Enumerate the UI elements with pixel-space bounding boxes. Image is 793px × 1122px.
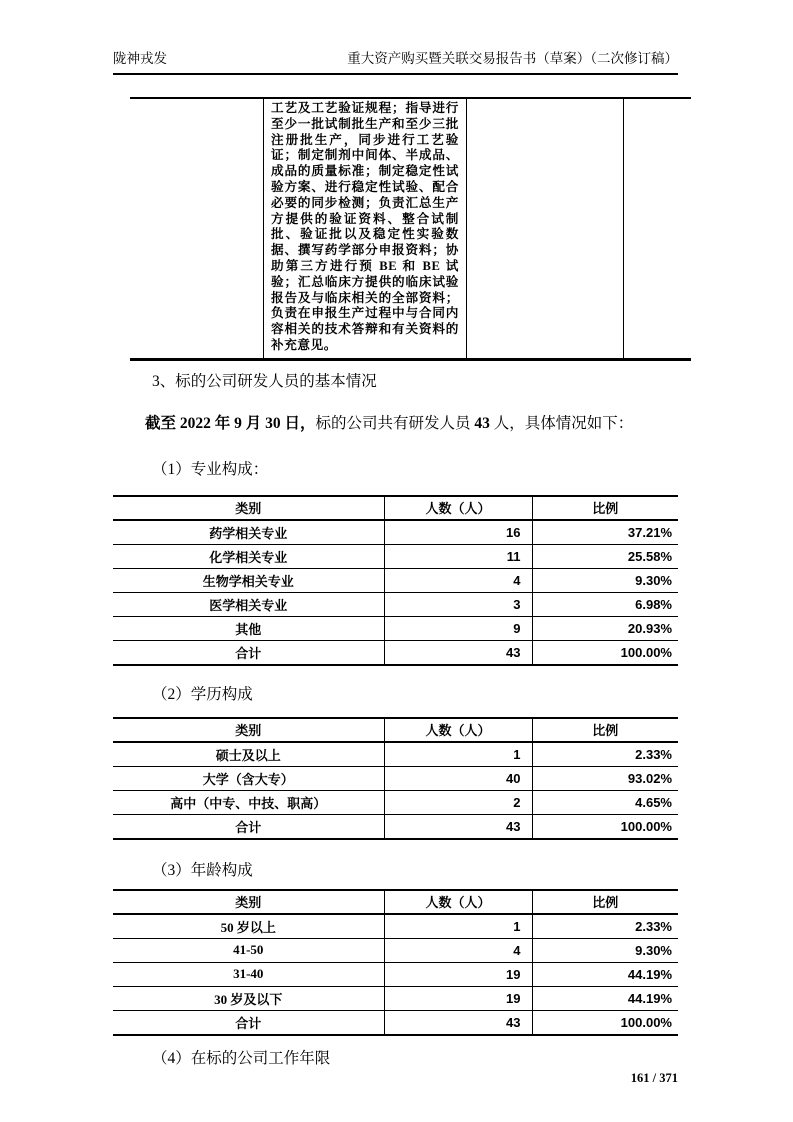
column-header: 类别	[113, 890, 384, 914]
column-header: 类别	[113, 718, 384, 742]
table-cell: 43	[384, 1010, 532, 1035]
table-cell	[467, 98, 624, 359]
table-cell: 合计	[113, 814, 384, 839]
column-header: 人数（人）	[384, 496, 532, 520]
intro-mid-text: 标的公司共有研发人员	[315, 414, 475, 432]
table-row	[113, 914, 678, 939]
intro-paragraph	[145, 413, 678, 434]
table-cell: 6.98%	[532, 592, 678, 616]
table-cell: 药学相关专业	[209, 525, 288, 541]
table-row	[113, 766, 678, 790]
table-cell: 9.30%	[532, 568, 678, 592]
column-header: 类别	[113, 496, 384, 520]
table-row	[113, 962, 678, 986]
table-row	[113, 640, 678, 665]
subsection-3-label: （3）年龄构成	[152, 861, 253, 879]
table-row	[113, 938, 678, 962]
table-cell: 41-50	[113, 938, 384, 962]
table-cell: 3	[384, 592, 532, 616]
subsection-1-label: （1）专业构成：	[152, 460, 269, 478]
table-cell: 合计	[113, 640, 384, 665]
table-cell: 44.19%	[532, 986, 678, 1010]
table-row	[113, 790, 678, 814]
table-cell: 化学相关专业	[113, 544, 384, 568]
page-number: 161 / 371	[630, 1070, 678, 1085]
table-cell: 9	[384, 616, 532, 640]
table-row	[113, 814, 678, 839]
table-cell	[130, 98, 264, 359]
intro-date-bold: 截至 2022 年 9 月 30 日，	[145, 414, 316, 432]
table-cell: 100.00%	[532, 640, 678, 665]
table-row	[113, 742, 678, 767]
table-cell: 19	[384, 962, 532, 986]
table-cell: 合计	[113, 1010, 384, 1035]
table-cell: 11	[384, 544, 532, 568]
age-table	[113, 889, 678, 1036]
table-cell: 93.02%	[532, 766, 678, 790]
table-cell: 高中（中专、中技、职高）	[113, 790, 384, 814]
continued-table	[130, 97, 691, 361]
table-header-row	[113, 890, 678, 914]
table-cell: 2.33%	[532, 914, 678, 939]
subsection-4-label: （4）在标的公司工作年限	[152, 1049, 331, 1067]
table-cell: 硕士及以上	[215, 747, 281, 763]
table-cell	[624, 98, 692, 359]
duties-text-cell: 工艺及工艺验证规程；指导进行至少一批试制批生产和至少三批注册批生产，同步进行工艺验证；制定制剂中间体、半成品、成品的质量标准；制定稳定性试验方案、进行稳定性试验、配合必要的同步检测；负责汇总生产方提供的验证资料、整合试制批、验证批以及稳定性实验数据、撰写药学部分申报资料；协助第三方进行预 BE 和 BE 试验；汇总临床方提供的临床试验报告及与临床相关的全部资料；负责在申报生产过程中与合同内容相关的技术答辩和有关资料的补充意见。	[264, 98, 467, 359]
table-cell: 其他	[113, 616, 384, 640]
header-left-title: 陇神戎发	[113, 51, 167, 66]
column-header: 比例	[532, 496, 678, 520]
table-cell: 1	[384, 914, 532, 939]
table-row	[113, 1010, 678, 1035]
table-cell: 20.93%	[532, 616, 678, 640]
table-cell: 16	[384, 520, 532, 545]
table-row	[113, 986, 678, 1010]
table-cell: 43	[384, 814, 532, 839]
subsection-2-label: （2）学历构成	[152, 685, 253, 703]
column-header: 人数（人）	[384, 890, 532, 914]
table-cell: 医学相关专业	[113, 592, 384, 616]
table-row	[113, 616, 678, 640]
page-content	[113, 371, 678, 1086]
table-cell: 19	[384, 986, 532, 1010]
table-cell: 44.19%	[532, 962, 678, 986]
table-cell: 40	[384, 766, 532, 790]
table-cell: 100.00%	[532, 1010, 678, 1035]
table-cell: 大学（含大专）	[113, 766, 384, 790]
education-table	[113, 717, 678, 840]
intro-count-bold: 43	[474, 414, 490, 432]
profession-table	[113, 495, 678, 666]
table-row	[130, 98, 691, 359]
table-cell: 50 岁以上	[220, 919, 276, 935]
table-cell: 31-40	[113, 962, 384, 986]
table-cell: 1	[384, 742, 532, 767]
intro-tail-text: 人，具体情况如下：	[489, 414, 634, 432]
table-header-row	[113, 718, 678, 742]
table-header-row	[113, 496, 678, 520]
table-cell: 43	[384, 640, 532, 665]
table-cell: 2	[384, 790, 532, 814]
table-cell: 25.58%	[532, 544, 678, 568]
table-cell: 生物学相关专业	[113, 568, 384, 592]
table-cell: 30 岁及以下	[113, 986, 384, 1010]
running-header	[113, 50, 678, 75]
table-cell: 9.30%	[532, 938, 678, 962]
section-heading: 3、标的公司研发人员的基本情况	[152, 372, 377, 390]
table-cell: 4	[384, 568, 532, 592]
table-cell: 37.21%	[532, 520, 678, 545]
table-cell: 4	[384, 938, 532, 962]
column-header: 人数（人）	[384, 718, 532, 742]
header-right-title: 重大资产购买暨关联交易报告书（草案）（二次修订稿）	[347, 51, 678, 66]
column-header: 比例	[532, 718, 678, 742]
table-row	[113, 520, 678, 545]
column-header: 比例	[532, 890, 678, 914]
table-row	[113, 568, 678, 592]
table-cell: 4.65%	[532, 790, 678, 814]
table-row	[113, 592, 678, 616]
table-row	[113, 544, 678, 568]
table-cell: 100.00%	[532, 814, 678, 839]
table-cell: 2.33%	[532, 742, 678, 767]
